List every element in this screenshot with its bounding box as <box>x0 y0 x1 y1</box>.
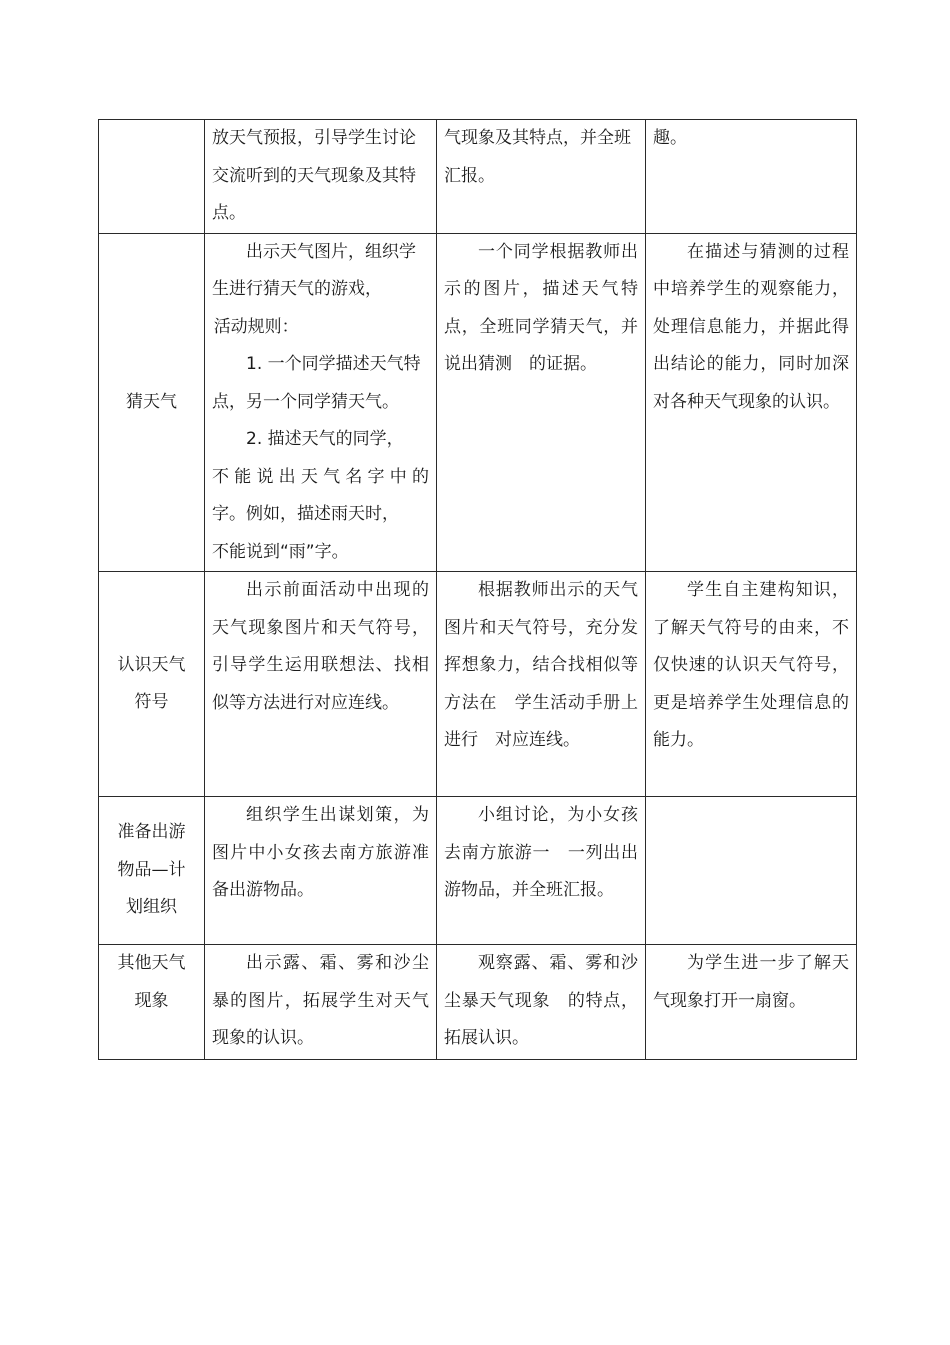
rule-item: 2. 描述天气的同学， <box>246 429 404 449</box>
stage-label: 准备出游物品—计划组织 <box>117 822 186 918</box>
stage-label: 认识天气符号 <box>117 654 186 712</box>
student-text: 气现象及其特点，并全班汇报。 <box>444 128 631 186</box>
rule-item: 1. 一个同学描述天气特点，另一个同学猜天气。 <box>212 354 421 412</box>
rule-item-cont: 字。例如，描述雨天时， <box>212 504 399 524</box>
teacher-text: 出示前面活动中出现的天气现象图片和天气符号，引导学生运用联想法、找相似等方法进行对应连线。 <box>212 580 429 713</box>
design-intent-cell <box>646 120 857 234</box>
intent-text: 在描述与猜测的过程中培养学生的观察能力，处理信息能力，并据此得出结论的能力，同时加深对各种天气现象的认识。 <box>653 241 849 412</box>
student-activity-cell <box>437 572 646 797</box>
table-row <box>99 233 857 572</box>
intent-text: 为学生进一步了解天气现象打开一扇窗。 <box>653 953 849 1011</box>
design-intent-cell <box>646 233 857 572</box>
teacher-activity-cell <box>205 233 437 572</box>
stage-cell <box>99 572 205 797</box>
student-text: 观察露、霜、雾和沙尘暴天气现象 的特点，拓展认识。 <box>444 953 638 1048</box>
rule-item-cont: 不能说到“雨”字。 <box>212 541 349 562</box>
design-intent-cell <box>646 797 857 945</box>
student-activity-cell <box>437 945 646 1060</box>
student-text: 一个同学根据教师出示的图片，描述天气特点，全班同学猜天气，并说出猜测 的证据。 <box>444 241 638 374</box>
stage-cell <box>99 233 205 572</box>
student-activity-cell <box>437 120 646 234</box>
teacher-text: 组织学生出谋划策，为图片中小女孩去南方旅游准备出游物品。 <box>212 805 429 900</box>
stage-cell <box>99 120 205 234</box>
intent-text: 学生自主建构知识，了解天气符号的由来，不仅快速的认识天气符号，更是培养学生处理信息的能力。 <box>653 580 849 750</box>
stage-cell <box>99 945 205 1060</box>
teacher-activity-cell <box>205 945 437 1060</box>
student-text: 小组讨论，为小女孩去南方旅游一 一列出出游物品，并全班汇报。 <box>444 805 638 900</box>
stage-label: 猜天气 <box>126 391 177 412</box>
table-row <box>99 945 857 1060</box>
design-intent-cell <box>646 572 857 797</box>
student-activity-cell <box>437 797 646 945</box>
teacher-text: 出示天气图片，组织学生进行猜天气的游戏， <box>212 241 416 299</box>
student-text: 根据教师出示的天气图片和天气符号，充分发挥想象力，结合找相似等方法在 学生活动手册上进行 对应连线。 <box>444 580 638 750</box>
intent-text: 趣。 <box>653 128 687 148</box>
lesson-plan-table <box>98 119 857 1060</box>
student-activity-cell <box>437 233 646 572</box>
teacher-text: 出示露、霜、雾和沙尘暴的图片，拓展学生对天气现象的认识。 <box>212 953 429 1048</box>
table-row <box>99 572 857 797</box>
stage-label: 其他天气现象 <box>117 953 186 1011</box>
stage-cell <box>99 797 205 945</box>
table-row <box>99 797 857 945</box>
design-intent-cell <box>646 945 857 1060</box>
teacher-activity-cell <box>205 120 437 234</box>
rules-heading: 活动规则： <box>213 316 299 337</box>
table-row <box>99 120 857 234</box>
teacher-activity-cell <box>205 572 437 797</box>
teacher-text: 放天气预报，引导学生讨论交流听到的天气现象及其特点。 <box>212 128 416 223</box>
rule-item-cont: 不能说出天气名字中的 <box>212 466 429 487</box>
teacher-activity-cell <box>205 797 437 945</box>
